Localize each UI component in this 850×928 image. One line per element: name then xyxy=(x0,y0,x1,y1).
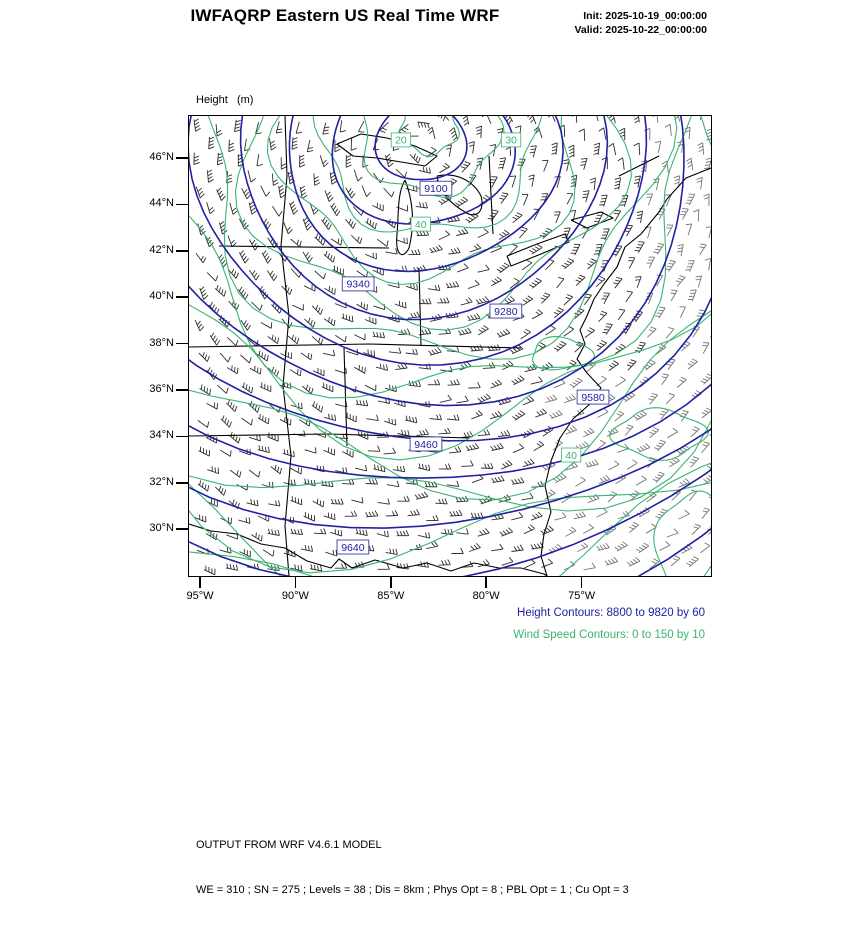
wind-contour-label xyxy=(561,448,580,462)
valid-time: Valid: 2025-10-22_00:00:00 xyxy=(574,24,707,36)
footer-model-line: OUTPUT FROM WRF V4.6.1 MODEL xyxy=(196,839,382,851)
lat-tick-label: 40°N xyxy=(149,290,174,303)
lat-tick xyxy=(176,204,188,206)
svg-text:40: 40 xyxy=(414,218,427,231)
svg-text:20: 20 xyxy=(395,134,407,147)
lat-tick-label: 44°N xyxy=(149,197,174,210)
height-contours-legend: Height Contours: 8800 to 9820 by 60 xyxy=(517,607,705,619)
lon-tick-label: 90°W xyxy=(281,590,309,602)
height-contour-label xyxy=(337,540,369,554)
wind-speed-contours-legend: Wind Speed Contours: 0 to 150 by 10 xyxy=(513,629,705,641)
lon-tick xyxy=(581,577,583,588)
svg-text:30: 30 xyxy=(505,134,517,147)
lon-tick-label: 75°W xyxy=(568,590,596,602)
run-times xyxy=(574,9,707,37)
lon-tick xyxy=(295,577,297,588)
lon-tick-label: 95°W xyxy=(186,590,214,602)
svg-text:9580: 9580 xyxy=(581,391,605,404)
lon-tick xyxy=(199,577,201,588)
lat-tick xyxy=(176,389,188,391)
lat-tick xyxy=(176,296,188,298)
lat-tick-label: 30°N xyxy=(149,522,174,535)
page-title: IWFAQRP Eastern US Real Time WRF xyxy=(190,6,500,25)
svg-text:9340: 9340 xyxy=(346,278,370,291)
lon-tick-label: 80°W xyxy=(472,590,500,602)
map-panel xyxy=(188,115,712,577)
lon-tick xyxy=(485,577,487,588)
lat-tick xyxy=(176,436,188,438)
model-footer xyxy=(196,808,629,928)
height-contour-label xyxy=(342,277,374,291)
lon-tick xyxy=(390,577,392,588)
height-contour-label xyxy=(420,181,452,195)
wind-contour-label xyxy=(391,133,410,147)
wind-contour-label xyxy=(411,217,430,231)
lat-tick-label: 34°N xyxy=(149,429,174,442)
lat-tick xyxy=(176,157,188,159)
lat-tick-label: 38°N xyxy=(149,336,174,349)
lat-tick xyxy=(176,482,188,484)
lat-tick-label: 46°N xyxy=(149,151,174,163)
height-contour-label xyxy=(577,390,609,404)
field-height: Height (m) xyxy=(196,94,254,106)
wind-contour-label xyxy=(501,133,520,147)
lat-tick xyxy=(176,250,188,252)
svg-text:9460: 9460 xyxy=(414,438,438,451)
init-time: Init: 2025-10-19_00:00:00 xyxy=(583,10,707,22)
svg-text:40: 40 xyxy=(565,449,577,462)
svg-text:9280: 9280 xyxy=(494,305,518,318)
lat-tick xyxy=(176,528,188,530)
height-contour-label xyxy=(490,304,522,318)
weather-map-canvas xyxy=(189,116,711,576)
lat-tick-label: 42°N xyxy=(149,243,174,256)
svg-text:9640: 9640 xyxy=(341,541,365,554)
lat-tick xyxy=(176,343,188,345)
lat-tick-label: 36°N xyxy=(149,383,174,395)
height-contour-label xyxy=(410,437,442,451)
svg-text:9100: 9100 xyxy=(424,183,448,196)
footer-config-line: WE = 310 ; SN = 275 ; Levels = 38 ; Dis = 8km ; Phys Opt = 8 ; PBL Opt = 1 ; Cu Opt = 3 xyxy=(196,884,629,896)
lon-tick-label: 85°W xyxy=(377,590,405,602)
lat-tick-label: 32°N xyxy=(149,475,174,488)
